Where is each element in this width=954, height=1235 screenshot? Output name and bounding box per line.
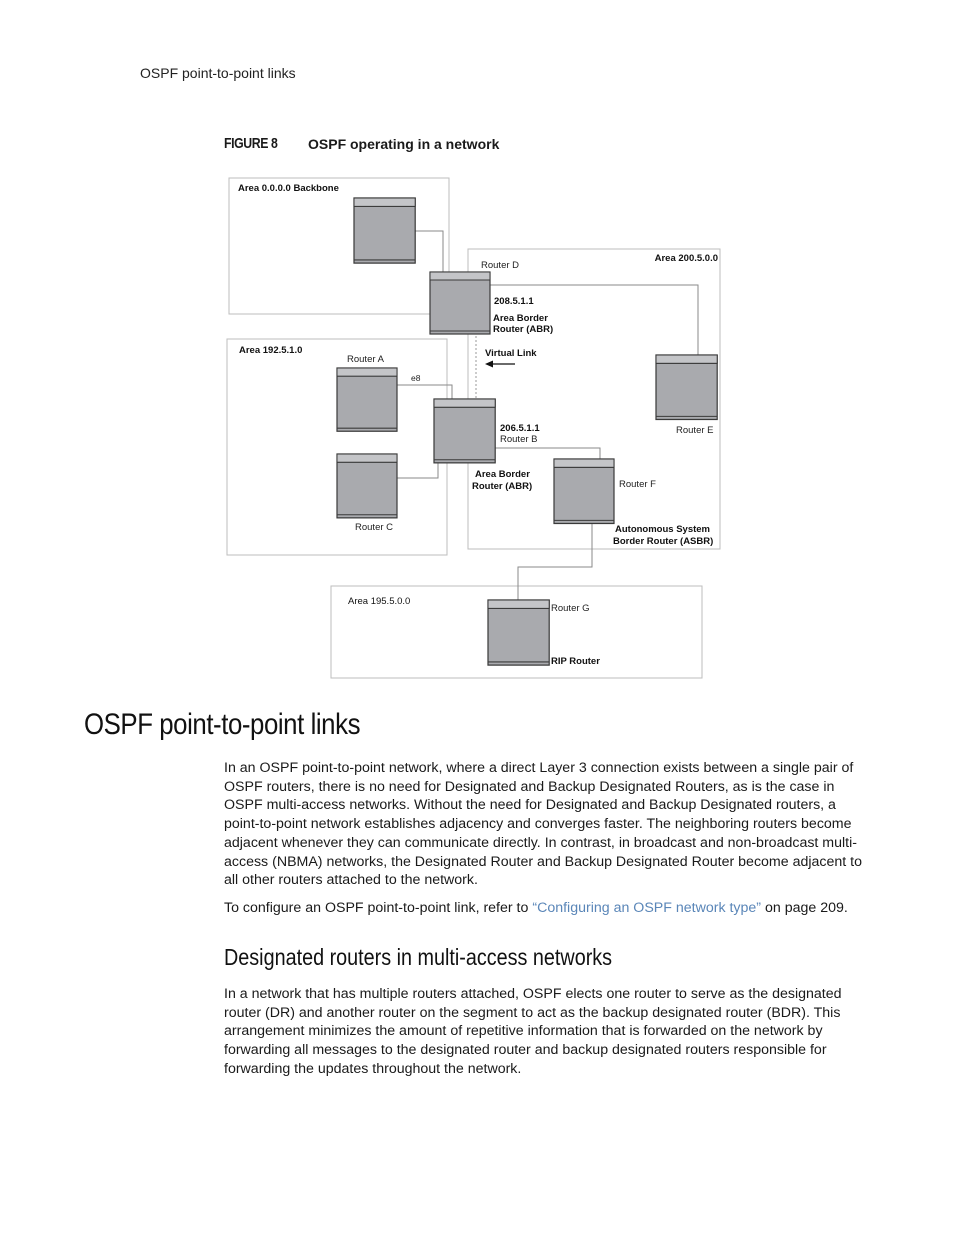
virtual-link-arrowhead xyxy=(485,361,493,368)
label-virtual-link: Virtual Link xyxy=(485,348,537,359)
link-c-b xyxy=(397,463,438,478)
router-b xyxy=(434,399,495,463)
router-c xyxy=(337,454,397,518)
label-abr-b-line1: Area Border xyxy=(475,469,530,480)
subsection-paragraph-1: In a network that has multiple routers attached, OSPF elects one router to serve as the designated router (DR) and another router on the segment to act as the backup designated router (BDR). This arrangement minimizes the amount of repetitive information that is forwarded on the network by forwarding all messages to the designated router and backup designated routers responsible for forwarding the updates throughout the network. xyxy=(224,986,842,1077)
label-ip-208: 208.5.1.1 xyxy=(494,296,534,307)
router-backbone xyxy=(354,198,415,263)
label-router-d: Router D xyxy=(481,260,520,271)
p2-text-after: on page 209. xyxy=(761,900,848,916)
area-backbone-box xyxy=(229,178,449,314)
label-area-200: Area 200.5.0.0 xyxy=(654,253,718,264)
link-b-f xyxy=(494,448,600,460)
label-asbr-line1: Autonomous System xyxy=(615,524,711,535)
label-router-a: Router A xyxy=(347,354,384,365)
router-g xyxy=(488,600,549,665)
running-header: OSPF point-to-point links xyxy=(140,65,296,81)
label-ip-206: 206.5.1.1 xyxy=(500,423,540,434)
router-a xyxy=(337,368,397,431)
label-router-f: Router F xyxy=(619,479,656,490)
label-abr-d-line2: Router (ABR) xyxy=(493,324,554,335)
subsection-title: Designated routers in multi-access networks xyxy=(224,944,613,970)
label-area-192: Area 192.5.1.0 xyxy=(239,345,303,356)
label-rip-router: RIP Router xyxy=(551,656,600,667)
label-abr-b-line2: Router (ABR) xyxy=(472,481,533,492)
link-f-g xyxy=(518,522,592,600)
label-router-c: Router C xyxy=(355,522,394,533)
section-paragraph-2 xyxy=(224,899,874,918)
section-paragraph-1: In an OSPF point-to-point network, where a direct Layer 3 connection exists between a single pair of OSPF routers, there is no need for Designated and Backup Designated Routers, as is the case in OSPF multi-access networks. Without the need for Designated and Backup Designated routers, a point-to-point network establishes adjacency and converges faster. The neighboring routers become adjacent whenever they can communicate directly. In contrast, in broadcast and non-broadcast multi-access (NBMA) networks, the Designated Router and Backup Designated Router become adjacent to all other routers attached to the network. xyxy=(224,760,862,889)
label-area-backbone: Area 0.0.0.0 Backbone xyxy=(238,183,339,194)
router-d xyxy=(430,272,490,334)
label-cost-e8: e8 xyxy=(411,373,421,383)
label-abr-d-line1: Area Border xyxy=(493,313,548,324)
section-title: OSPF point-to-point links xyxy=(84,708,361,741)
p2-text-before: To configure an OSPF point-to-point link, refer to xyxy=(224,900,533,916)
figure-title: OSPF operating in a network xyxy=(308,136,500,152)
label-area-195: Area 195.5.0.0 xyxy=(348,596,411,607)
router-f xyxy=(554,459,614,523)
link-backbone-d xyxy=(415,231,443,272)
router-e xyxy=(656,355,717,419)
figure-number: FIGURE 8 xyxy=(224,135,278,152)
label-router-g: Router G xyxy=(551,603,590,614)
configuring-ospf-network-type-link[interactable]: “Configuring an OSPF network type” xyxy=(532,900,762,916)
label-router-b: Router B xyxy=(500,434,538,445)
label-asbr-line2: Border Router (ASBR) xyxy=(613,536,714,547)
label-router-e: Router E xyxy=(676,425,714,436)
link-a-b xyxy=(397,385,452,400)
